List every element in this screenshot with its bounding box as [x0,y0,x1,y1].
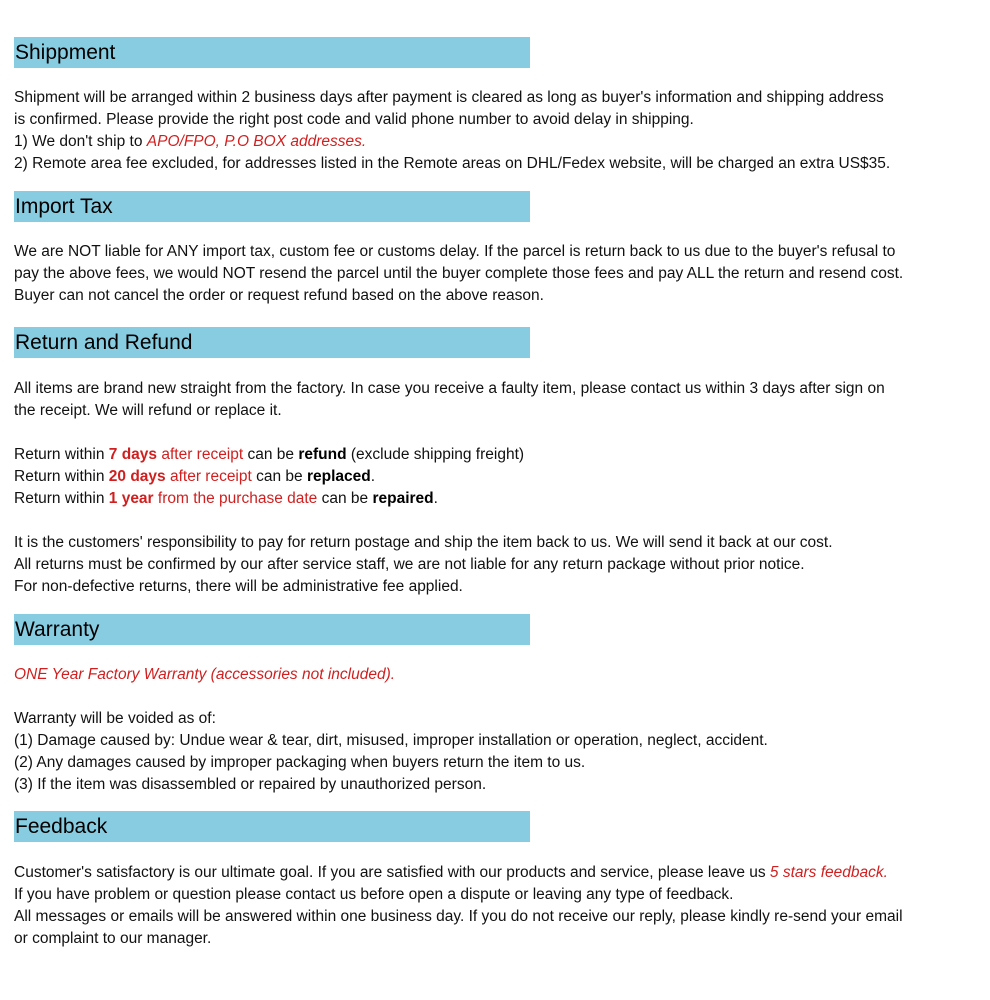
return-rule-repair [14,488,954,510]
rule-condition: after receipt [157,446,244,463]
shipment-line-3-prefix: 1) We don't ship to [14,133,147,150]
rule-action: repaired [372,490,434,507]
feedback-line-3: All messages or emails will be answered within one business day. If you do not receive our reply, please kindly re-send your email [14,908,903,925]
import-tax-line-1: We are NOT liable for ANY import tax, custom fee or customs delay. If the parcel is return back to us due to the buyer's refusal to [14,243,896,260]
shipment-line-4: 2) Remote area fee excluded, for addresses listed in the Remote areas on DHL/Fedex website, will be charged an extra US$35. [14,155,891,172]
return-policy-line-1: It is the customers' responsibility to pay for return postage and ship the item back to us. We will send it back at our cost. [14,534,833,551]
rule-period: 20 days [108,468,166,485]
warranty-item: (1) Damage caused by: Undue wear & tear, dirt, misused, improper installation or operation, neglect, accident. [14,732,768,749]
feedback-text [14,862,954,950]
feedback-line-2: If you have problem or question please contact us before open a dispute or leaving any type of feedback. [14,886,734,903]
five-stars-feedback: 5 stars feedback. [769,864,888,881]
warranty-heading: Warranty [14,614,530,645]
rule-prefix: Return within [14,446,109,463]
rule-condition: from the purchase date [153,490,318,507]
rule-prefix: Return within [14,468,109,485]
return-intro-line-2: the receipt. We will refund or replace it. [14,402,282,419]
import-tax-line-3: Buyer can not cancel the order or request refund based on the above reason. [14,287,544,304]
import-tax-text [14,241,954,307]
rule-period: 1 year [108,490,154,507]
rule-action: refund [298,446,347,463]
shipment-line-1: Shipment will be arranged within 2 business days after payment is cleared as long as buyer's information and shipping address [14,89,884,106]
return-policy-line-3: For non-defective returns, there will be administrative fee applied. [14,578,463,595]
warranty-item: (2) Any damages caused by improper packaging when buyers return the item to us. [14,754,586,771]
shipment-excluded-addresses: APO/FPO, P.O BOX addresses. [146,133,367,150]
rule-period: 7 days [108,446,158,463]
return-rule-refund [14,444,954,466]
rule-action: replaced [306,468,371,485]
shipment-text [14,87,954,175]
rule-prefix: Return within [14,490,109,507]
return-rules [14,444,954,510]
warranty-voided-intro: Warranty will be voided as of: [14,710,216,727]
shipment-line-3 [14,131,954,153]
rule-suffix: . [370,468,376,485]
rule-mid: can be [243,446,299,463]
rule-suffix: . [433,490,438,507]
warranty-item: (3) If the item was disassembled or repaired by unauthorized person. [14,776,487,793]
rule-condition: after receipt [165,468,252,485]
warranty-voided [14,708,954,796]
warranty-highlight-text: ONE Year Factory Warranty (accessories not included). [14,666,396,683]
return-refund-intro [14,378,954,422]
return-policy-line-2: All returns must be confirmed by our after service staff, we are not liable for any return package without prior notice. [14,556,805,573]
import-tax-line-2: pay the above fees, we would NOT resend the parcel until the buyer complete those fees and pay ALL the return and resend cost. [14,265,904,282]
return-policy [14,532,954,598]
return-refund-heading: Return and Refund [14,327,530,358]
warranty-highlight [14,664,954,686]
return-intro-line-1: All items are brand new straight from the factory. In case you receive a faulty item, please contact us within 3 days after sign on [14,380,885,397]
return-rule-replace [14,466,954,488]
feedback-heading: Feedback [14,811,530,842]
feedback-line-4: or complaint to our manager. [14,930,212,947]
shipment-line-2: is confirmed. Please provide the right post code and valid phone number to avoid delay in shipping. [14,111,694,128]
feedback-line-1-prefix: Customer's satisfactory is our ultimate goal. If you are satisfied with our products and service, please leave us [14,864,770,881]
feedback-line-1 [14,862,954,884]
rule-suffix: (exclude shipping freight) [346,446,525,463]
shipment-heading: Shippment [14,37,530,68]
import-tax-heading: Import Tax [14,191,530,222]
rule-mid: can be [251,468,307,485]
rule-mid: can be [317,490,373,507]
